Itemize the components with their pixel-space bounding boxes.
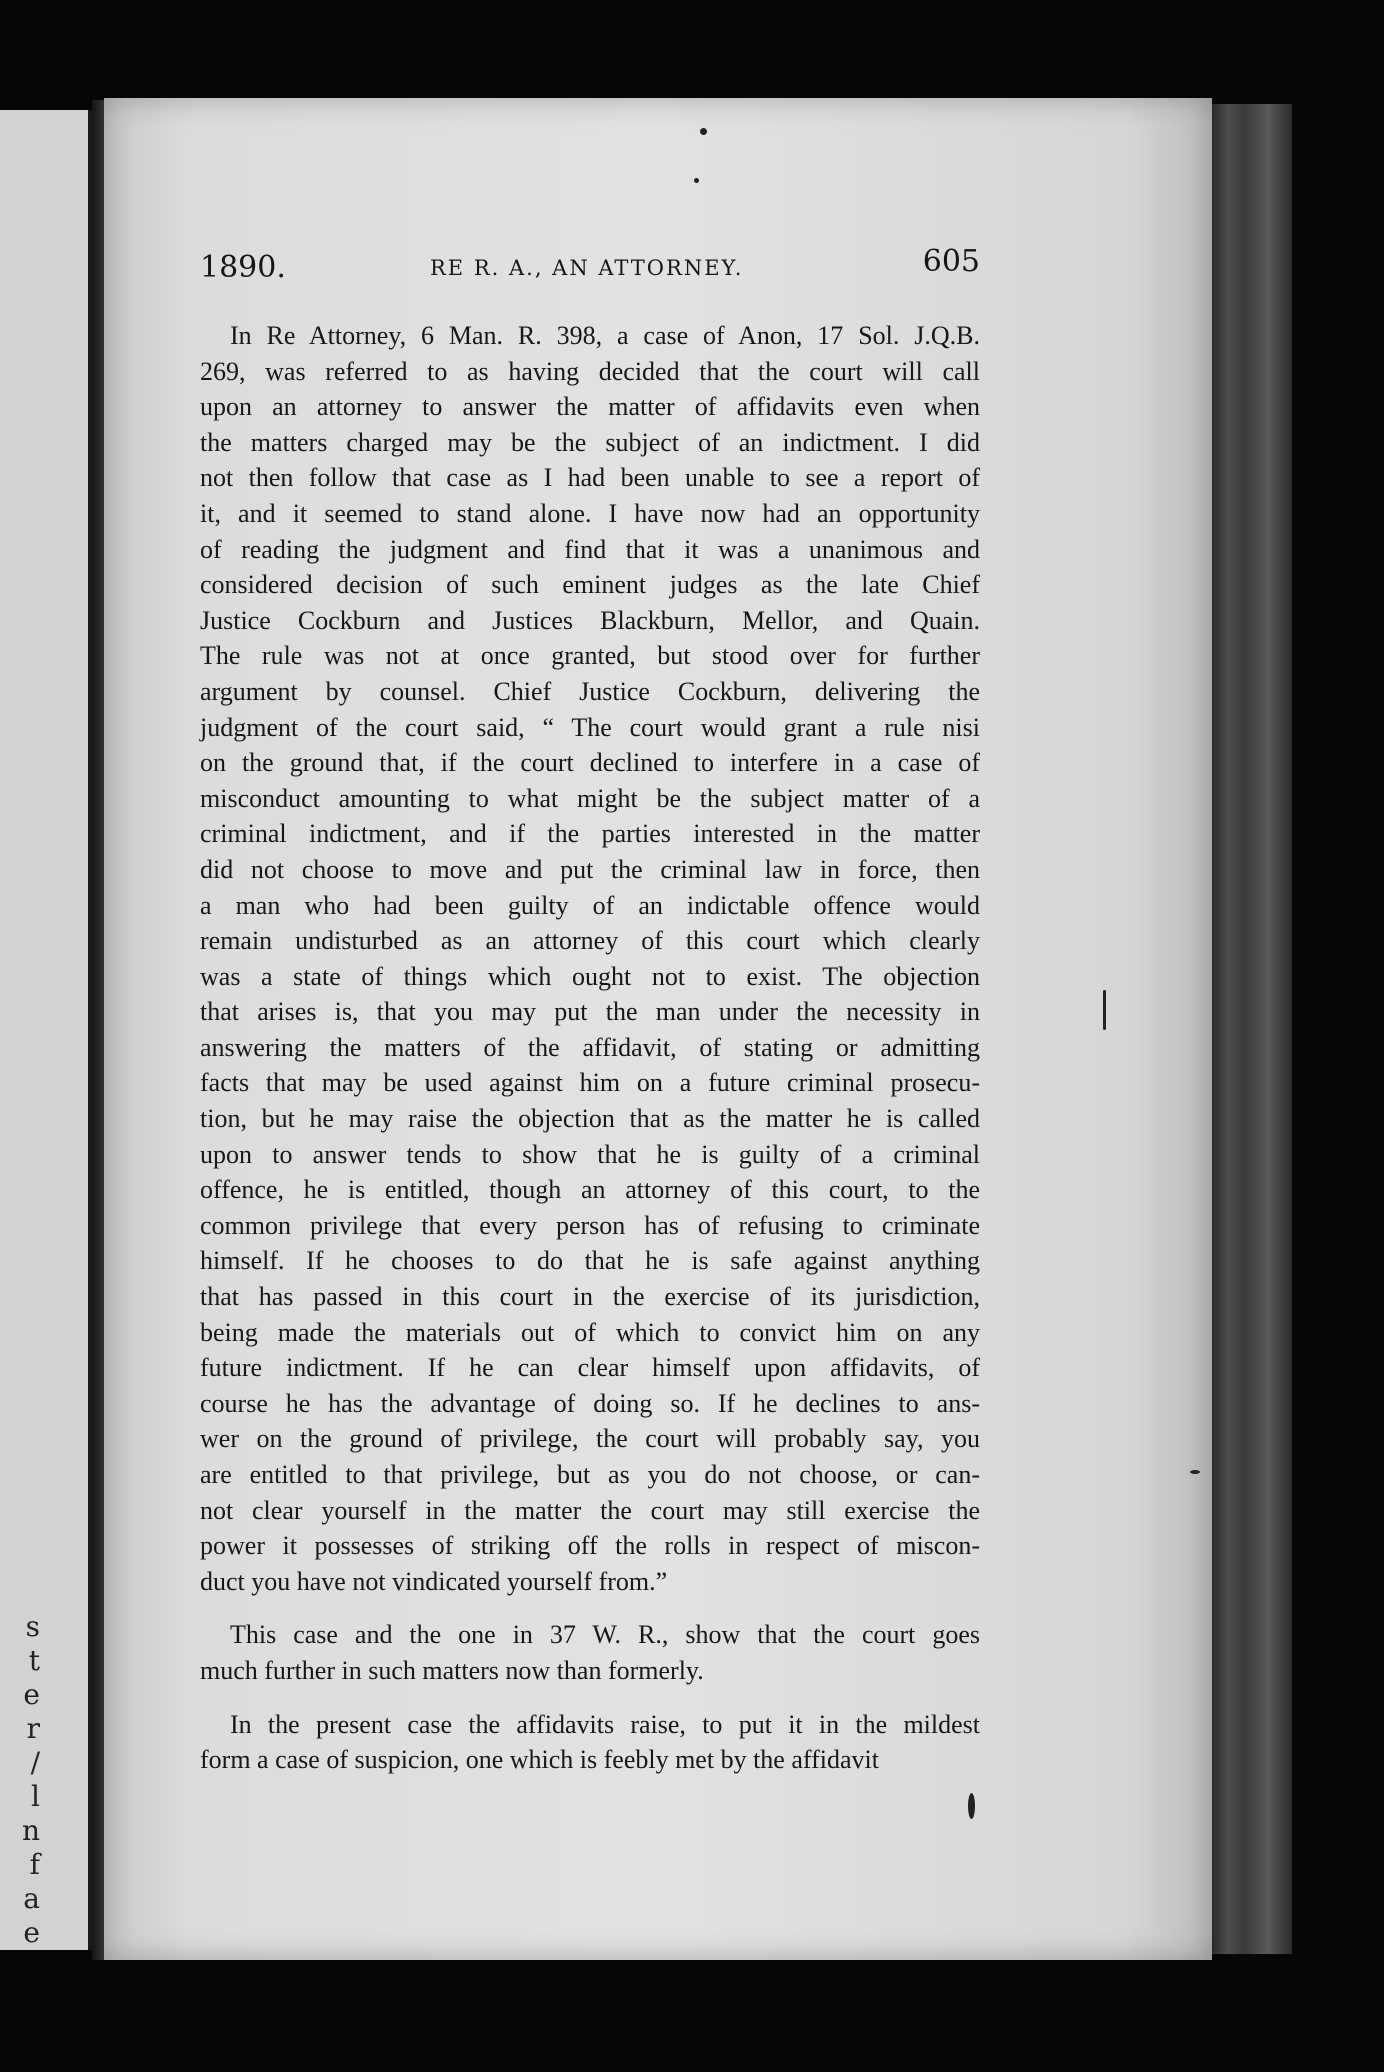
running-head-year: 1890. xyxy=(200,250,286,285)
text-line: judgment of the court said, “ The court would grant a rule nisi xyxy=(200,712,980,742)
left-page-fragment: e xyxy=(23,1916,40,1949)
paragraph-2 xyxy=(200,1617,980,1688)
text-line: it, and it seemed to stand alone. I have now had an opportunity xyxy=(200,498,980,528)
scan-speck xyxy=(1190,1470,1200,1474)
scan-speck xyxy=(700,128,707,135)
text-line: offence, he is entitled, though an attorney of this court, to the xyxy=(200,1175,980,1205)
text-line: form a case of suspicion, one which is feebly met by the affidavit xyxy=(200,1745,879,1775)
text-line: common privilege that every person has of refusing to criminate xyxy=(200,1210,980,1240)
text-line: not clear yourself in the matter the court may still exercise the xyxy=(200,1495,980,1525)
text-line: a man who had been guilty of an indictable offence would xyxy=(200,890,980,920)
text-line: on the ground that, if the court declined to interfere in a case of xyxy=(200,748,980,778)
left-page-fragment: / xyxy=(30,1746,40,1779)
left-page-fragment: e xyxy=(23,1678,40,1711)
left-page-fragment: f xyxy=(29,1848,40,1881)
text-line: that arises is, that you may put the man under the necessity in xyxy=(200,997,980,1027)
text-line: wer on the ground of privilege, the court will probably say, you xyxy=(200,1424,980,1454)
text-line: considered decision of such eminent judges as the late Chief xyxy=(200,570,980,600)
running-head xyxy=(200,244,980,290)
text-line: of reading the judgment and find that it was a unanimous and xyxy=(200,534,980,564)
left-page-fragment: l xyxy=(31,1780,40,1813)
text-line: much further in such matters now than formerly. xyxy=(200,1655,704,1685)
text-line: criminal indictment, and if the parties interested in the matter xyxy=(200,819,980,849)
body-text xyxy=(200,318,980,1796)
text-line: facts that may be used against him on a future criminal prosecu- xyxy=(200,1068,980,1098)
text-line: was a state of things which ought not to exist. The objection xyxy=(200,961,980,991)
right-page-edges xyxy=(1212,104,1292,1954)
scan-speck xyxy=(1103,990,1106,1030)
text-line: power it possesses of striking off the rolls in respect of miscon- xyxy=(200,1531,980,1561)
text-line: upon an attorney to answer the matter of affidavits even when xyxy=(200,392,980,422)
text-line: tion, but he may raise the objection that as the matter he is called xyxy=(200,1104,980,1134)
text-line: not then follow that case as I had been unable to see a report of xyxy=(200,463,980,493)
text-line: In the present case the affidavits raise, to put it in the mildest xyxy=(230,1709,980,1739)
text-line: course he has the advantage of doing so. If he declines to ans- xyxy=(200,1388,980,1418)
scan-speck xyxy=(968,1793,975,1819)
left-page-edge xyxy=(0,110,92,1950)
text-line: did not choose to move and put the criminal law in force, then xyxy=(200,854,980,884)
text-line: remain undisturbed as an attorney of this court which clearly xyxy=(200,926,980,956)
text-line: The rule was not at once granted, but stood over for further xyxy=(200,641,980,671)
paragraph-1 xyxy=(200,318,980,1599)
text-line: upon to answer tends to show that he is guilty of a criminal xyxy=(200,1139,980,1169)
left-page-fragment: t xyxy=(28,1644,40,1677)
left-page-fragments xyxy=(0,1610,40,1950)
text-line: This case and the one in 37 W. R., show that the court goes xyxy=(230,1620,980,1650)
running-head-title: RE R. A., AN ATTORNEY. xyxy=(430,256,744,280)
text-line: 269, was referred to as having decided that the court will call xyxy=(200,356,980,386)
text-line: duct you have not vindicated yourself from.” xyxy=(200,1566,668,1596)
text-line: answering the matters of the affidavit, of stating or admitting xyxy=(200,1032,980,1062)
text-line: the matters charged may be the subject of an indictment. I did xyxy=(200,427,980,457)
left-page-fragment: r xyxy=(26,1712,40,1745)
text-line: that has passed in this court in the exercise of its jurisdiction, xyxy=(200,1282,980,1312)
text-line: In Re Attorney, 6 Man. R. 398, a case of Anon, 17 Sol. J.Q.B. xyxy=(230,321,980,350)
left-page-fragment: a xyxy=(23,1882,40,1915)
paragraph-3 xyxy=(200,1707,980,1778)
scan-speck xyxy=(694,178,699,183)
left-page-fragment: s xyxy=(25,1610,40,1643)
page-number: 605 xyxy=(922,244,980,279)
text-line: being made the materials out of which to convict him on any xyxy=(200,1317,980,1347)
text-line: are entitled to that privilege, but as you do not choose, or can- xyxy=(200,1460,980,1489)
text-line: Justice Cockburn and Justices Blackburn, Mellor, and Quain. xyxy=(200,605,980,635)
text-line: future indictment. If he can clear himself upon affidavits, of xyxy=(200,1353,980,1383)
left-page-fragment: n xyxy=(21,1814,40,1847)
text-line: argument by counsel. Chief Justice Cockburn, delivering the xyxy=(200,676,980,706)
text-line: misconduct amounting to what might be the subject matter of a xyxy=(200,783,980,813)
text-line: himself. If he chooses to do that he is safe against anything xyxy=(200,1246,980,1276)
